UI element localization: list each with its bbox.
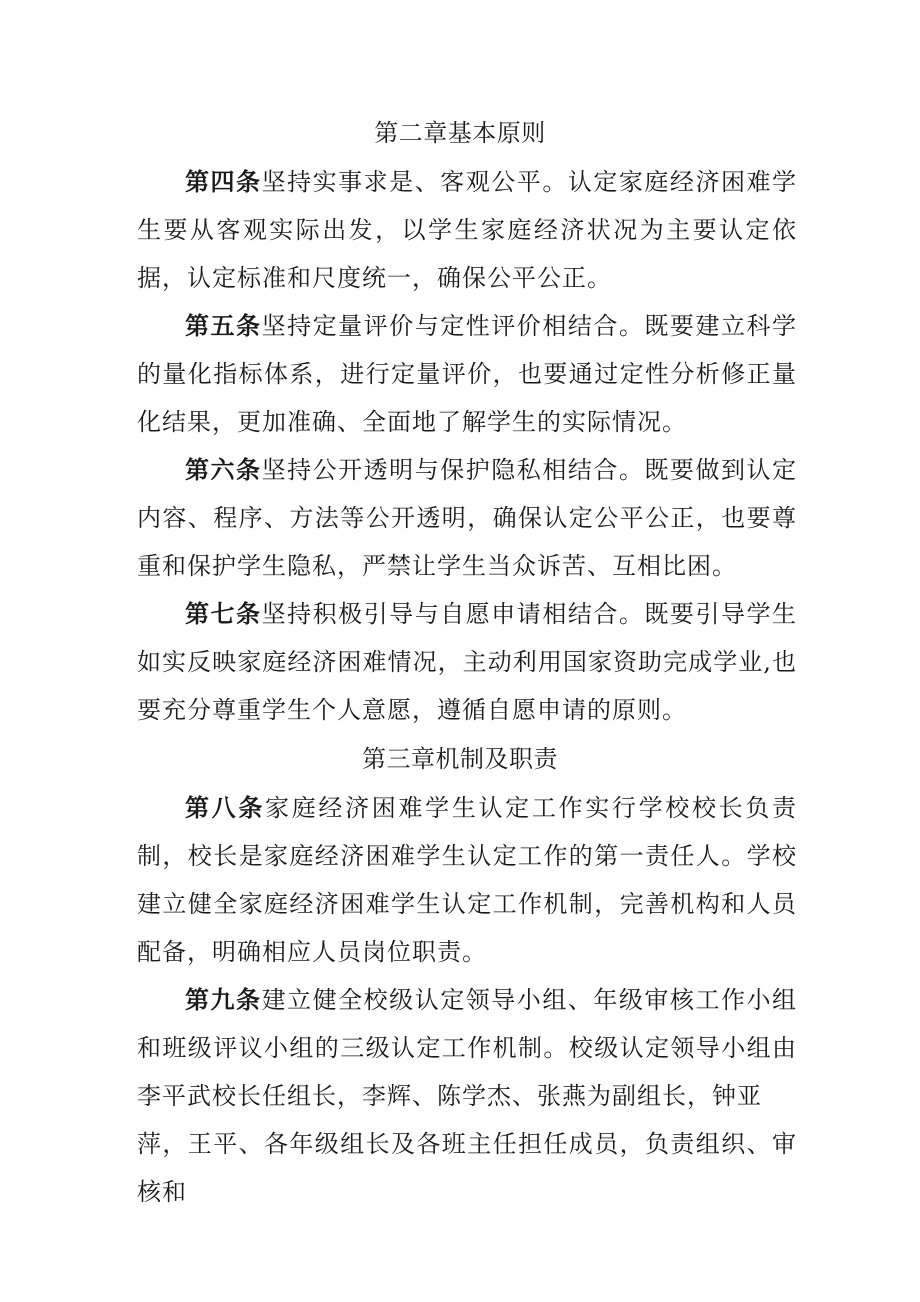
article-7	[137, 590, 797, 734]
article-9-text: 建立健全校级认定领导小组、年级审核工作小组和班级评议小组的三级认定工作机制。校级认定领导小组由李平武校长任组长，李辉、陈学杰、张燕为副组长，钟亚	[137, 986, 798, 1110]
chapter-3-title: 第三章机制及职责	[362, 745, 558, 773]
article-6	[137, 446, 797, 590]
article-5	[137, 302, 797, 446]
article-4	[137, 158, 797, 302]
article-8-label: 第八条	[185, 794, 266, 822]
article-6-label: 第六条	[185, 456, 262, 484]
article-5-label: 第五条	[185, 312, 262, 340]
article-4-label: 第四条	[185, 168, 262, 196]
article-9	[137, 976, 797, 1120]
article-7-text: 坚持积极引导与自愿申请相结合。既要引导学生如实反映家庭经济困难情况，主动利用国家资助完成学业,也要充分尊重学生个人意愿，遵循自愿申请的原则。	[137, 600, 798, 724]
article-8	[137, 784, 797, 976]
article-6-text: 坚持公开透明与保护隐私相结合。既要做到认定内容、程序、方法等公开透明，确保认定公平公正，也要尊重和保护学生隐私，严禁让学生当众诉苦、互相比困。	[137, 456, 798, 580]
article-7-label: 第七条	[185, 600, 262, 628]
article-5-text: 坚持定量评价与定性评价相结合。既要建立科学的量化指标体系，进行定量评价，也要通过定性分析修正量化结果，更加准确、全面地了解学生的实际情况。	[137, 312, 798, 436]
chapter-2-title: 第二章基本原则	[374, 119, 546, 147]
article-9-continuation: 萍，王平、各年级组长及各班主任担任成员，负责组织、审核和	[137, 1130, 797, 1206]
article-4-text: 坚持实事求是、客观公平。认定家庭经济困难学生要从客观实际出发，以学生家庭经济状况为主要认定依据，认定标准和尺度统一，确保公平公正。	[137, 168, 798, 292]
article-9-label: 第九条	[185, 986, 262, 1014]
article-8-text: 家庭经济困难学生认定工作实行学校校长负责制，校长是家庭经济困难学生认定工作的第一责任人。学校建立健全家庭经济困难学生认定工作机制，完善机构和人员配备，明确相应人员岗位职责。	[137, 794, 797, 966]
